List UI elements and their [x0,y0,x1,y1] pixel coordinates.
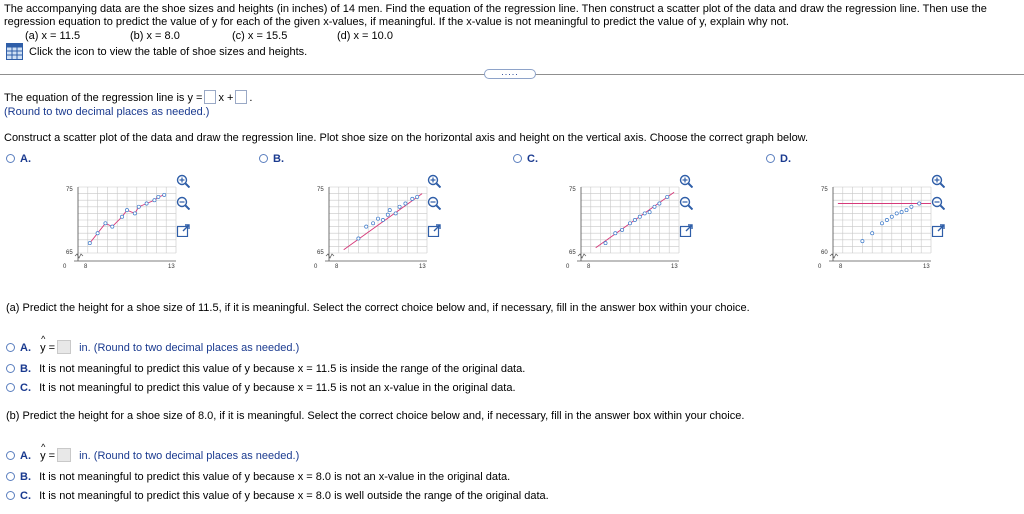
scatter-plot-thumbnail [56,182,196,274]
data-point [621,228,624,231]
zoom-out-icon[interactable] [176,196,190,210]
graph-c[interactable] [559,182,699,277]
intercept-input[interactable] [235,90,247,104]
scatter-question: Construct a scatter plot of the data and draw the regression line. Plot shoe size on the horizontal axis and height on the vertical axis. Choose the correct graph below. [4,132,809,144]
zoom-out-icon[interactable] [931,196,945,210]
data-point [411,197,414,200]
equation-prefix: The equation of the regression line is y = [4,92,203,104]
data-point [388,209,391,212]
data-point [905,209,908,212]
option-letter: B. [20,471,31,483]
part-b-option-c[interactable] [6,490,549,502]
data-point [381,218,384,221]
table-link-text[interactable]: Click the icon to view the table of shoe sizes and heights. [29,46,308,58]
x-axis-right-label: 13 [168,264,175,270]
x-value-c: (c) x = 15.5 [232,30,288,42]
data-point [404,202,407,205]
radio-icon[interactable] [513,154,522,163]
popout-icon[interactable] [176,223,190,237]
part-b-option-b[interactable] [6,471,510,483]
zoom-in-icon[interactable] [176,174,190,188]
data-point [910,205,913,208]
radio-icon[interactable] [6,472,15,481]
zoom-in-icon[interactable] [931,174,945,188]
y-axis-top-label: 75 [317,187,324,193]
data-point [918,202,921,205]
equation-round-note: (Round to two decimal places as needed.) [4,106,210,118]
data-point [125,209,128,212]
data-point [416,195,419,198]
part-b-option-a[interactable] [6,448,299,462]
data-point [890,215,893,218]
data-point [96,232,99,235]
graph-option-a[interactable] [6,153,31,165]
data-point [666,195,669,198]
data-point [357,237,360,240]
data-point [895,212,898,215]
data-point [372,222,375,225]
radio-icon[interactable] [6,383,15,392]
radio-icon[interactable] [6,364,15,373]
zoom-in-icon[interactable] [679,174,693,188]
origin-label: 0 [63,264,67,270]
data-point [133,212,136,215]
radio-icon[interactable] [259,154,268,163]
x-axis-left-label: 8 [335,264,339,270]
x-axis-right-label: 13 [923,264,930,270]
origin-label: 0 [314,264,318,270]
origin-label: 0 [566,264,570,270]
y-axis-bottom-label: 65 [569,250,576,256]
x-axis-right-label: 13 [419,264,426,270]
data-point [398,205,401,208]
data-point [638,215,641,218]
data-point [614,232,617,235]
zoom-out-icon[interactable] [679,196,693,210]
part-a-question: (a) Predict the height for a shoe size of 11.5, if it is meaningful. Select the correct choice below and, if necessary, fill in the answer box within your choice. [6,302,750,314]
radio-icon[interactable] [6,451,15,460]
option-letter: B. [20,363,31,375]
data-point [658,202,661,205]
data-point [648,210,651,213]
scatter-plot-thumbnail [811,182,951,274]
popout-icon[interactable] [679,223,693,237]
x-value-d: (d) x = 10.0 [337,30,393,42]
radio-icon[interactable] [766,154,775,163]
data-point [871,232,874,235]
part-b-question: (b) Predict the height for a shoe size of 8.0, if it is meaningful. Select the correct choice below and, if necessary, fill in the answer box within your choice. [6,410,745,422]
data-point [88,242,91,245]
expand-toggle[interactable]: ..... [484,69,536,79]
graph-b[interactable] [307,182,447,277]
popout-icon[interactable] [931,223,945,237]
x-axis-left-label: 8 [839,264,843,270]
y-axis-bottom-label: 65 [66,250,73,256]
data-point [386,213,389,216]
option-letter: C. [20,382,31,394]
option-text: It is not meaningful to predict this value of y because x = 8.0 is not an x-value in the original data. [39,471,511,483]
graph-option-b[interactable] [259,153,284,165]
intro-line-2: regression equation to predict the value of y for each of the given x-values, if meaningful. If the x-value is not meaningful to predict the value of y, explain why not. [4,16,789,28]
data-point [880,222,883,225]
y-axis-top-label: 75 [569,187,576,193]
part-a-option-b[interactable] [6,363,525,375]
option-letter: C. [20,490,31,502]
table-icon[interactable] [6,43,23,60]
part-a-round-note: in. (Round to two decimal places as needed.) [79,342,300,354]
y-hat-label: ^ y = [40,342,55,354]
data-point [137,205,140,208]
equation-mid: x + [218,92,234,104]
slope-input[interactable] [204,90,216,104]
part-b-round-note: in. (Round to two decimal places as needed.) [79,450,300,462]
data-point [365,225,368,228]
part-b-answer-input[interactable] [57,448,71,462]
intro-line-1: The accompanying data are the shoe sizes and heights (in inches) of 14 men. Find the equation of the regression line. Then construct a scatter plot of the data and draw the regression line. Then use the [4,3,987,15]
option-text: It is not meaningful to predict this value of y because x = 11.5 is inside the range of the original data. [39,363,526,375]
data-point [145,202,148,205]
radio-icon[interactable] [6,491,15,500]
data-point [643,212,646,215]
option-text: It is not meaningful to predict this value of y because x = 11.5 is not an x-value in the original data. [39,382,516,394]
option-text: It is not meaningful to predict this value of y because x = 8.0 is well outside the range of the original data. [39,490,549,502]
data-point [885,218,888,221]
y-axis-top-label: 75 [821,187,828,193]
popout-icon[interactable] [427,223,441,237]
x-axis-right-label: 13 [671,264,678,270]
data-point [861,240,864,243]
equation-row [4,90,252,104]
data-point [394,212,397,215]
y-axis-top-label: 75 [66,187,73,193]
data-point [111,225,114,228]
x-axis-left-label: 8 [84,264,88,270]
data-point [163,193,166,196]
y-axis-bottom-label: 65 [317,250,324,256]
option-letter: A. [20,153,31,165]
y-hat-label: ^ y = [40,450,55,462]
equation-suffix: . [249,92,253,104]
data-point [900,210,903,213]
part-a-option-a[interactable] [6,340,299,354]
data-point [628,222,631,225]
scatter-plot-thumbnail [559,182,699,274]
data-point [157,195,160,198]
option-letter: A. [20,342,31,354]
zoom-in-icon[interactable] [427,174,441,188]
radio-icon[interactable] [6,154,15,163]
data-point [604,242,607,245]
x-axis-left-label: 8 [587,264,591,270]
graph-a[interactable] [56,182,196,277]
data-point [104,222,107,225]
zoom-out-icon[interactable] [427,196,441,210]
option-letter: D. [780,153,791,165]
graph-option-d[interactable] [766,153,791,165]
data-point [653,205,656,208]
option-letter: C. [527,153,538,165]
data-point [633,218,636,221]
x-value-a: (a) x = 11.5 [25,30,81,42]
data-point [376,217,379,220]
option-letter: A. [20,450,31,462]
part-a-answer-input[interactable] [57,340,71,354]
option-letter: B. [273,153,284,165]
graph-d[interactable] [811,182,951,277]
y-axis-bottom-label: 60 [821,250,828,256]
x-value-b: (b) x = 8.0 [130,30,180,42]
part-a-option-c[interactable] [6,382,516,394]
origin-label: 0 [818,264,822,270]
scatter-plot-thumbnail [307,182,447,274]
radio-icon[interactable] [6,343,15,352]
data-point [153,199,156,202]
data-point [121,215,124,218]
graph-option-c[interactable] [513,153,538,165]
